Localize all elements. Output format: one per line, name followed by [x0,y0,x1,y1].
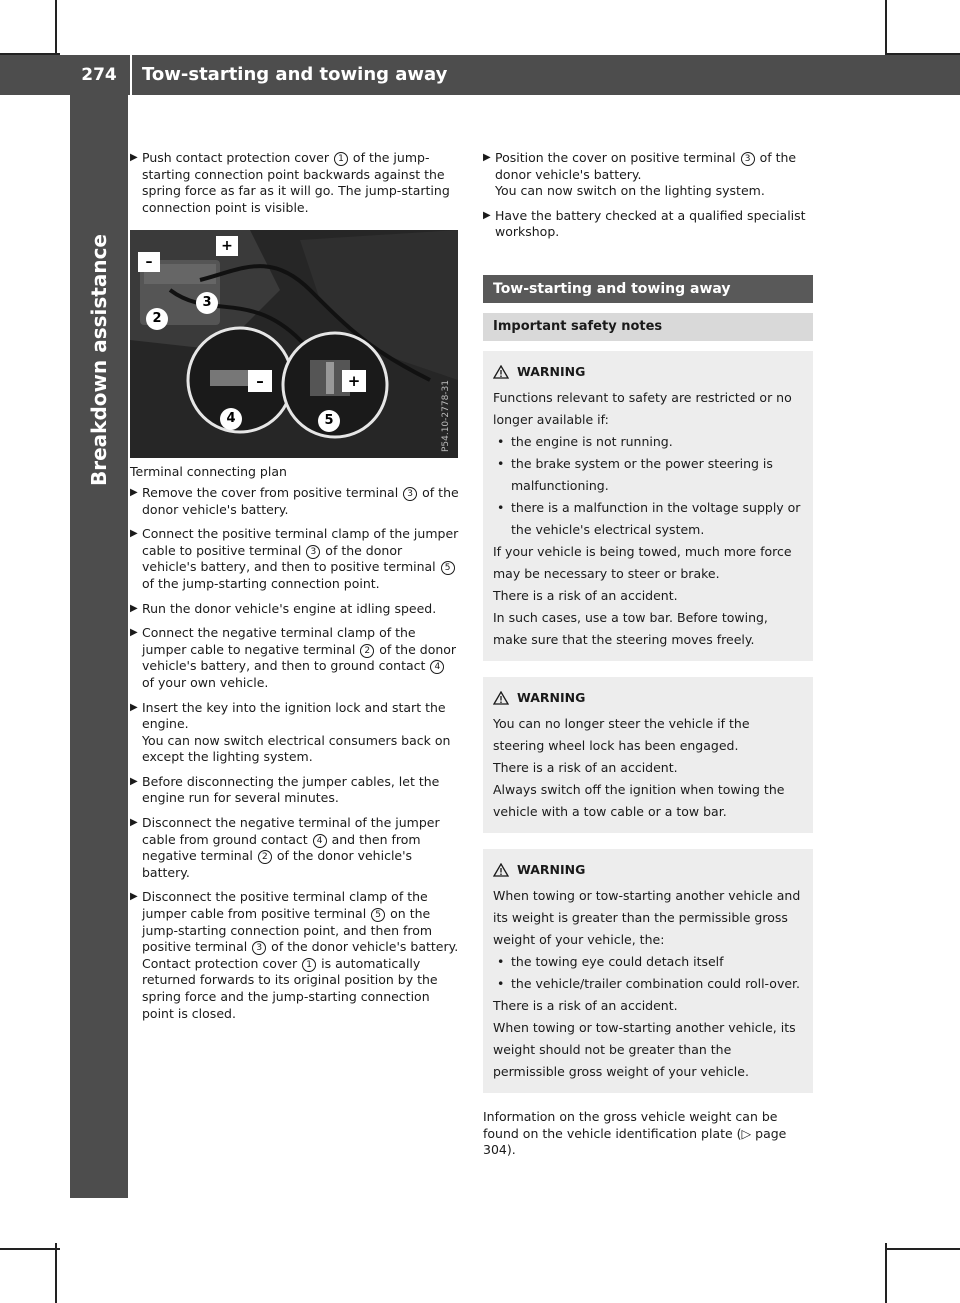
step-text: Run the donor vehicle's engine at idling speed. [142,600,437,616]
instruction-step [130,601,460,618]
figure-callout-4: 4 [220,408,242,430]
step-text: Push contact protection cover 1 of the jump-starting connection point backwards against the spring force as far as it will go. The jump-starting connection point is visible. [142,150,450,215]
step-arrow-icon: ▶ [130,602,138,614]
step-text: Remove the cover from positive terminal 3 of the donor vehicle's battery. [142,484,459,517]
step-arrow-icon: ▶ [483,209,491,221]
crop-mark [55,0,57,60]
left-column [130,150,460,1030]
figure-label-minus-ground: – [248,370,272,392]
figure-callout-5: 5 [318,410,340,432]
step-arrow-icon: ▶ [130,152,138,163]
warning-bullets [493,951,801,995]
warning-text: There is a risk of an accident. [493,759,678,775]
warning-text: Always switch off the ignition when towing the vehicle with a tow cable or a tow bar. [493,781,785,819]
step-arrow-icon: ▶ [130,891,138,903]
step-text: Disconnect the positive terminal clamp of the jumper cable from positive terminal 5 on the jump-starting connection point, and then from positive terminal 3 of the donor vehicle's battery. Contact protection cover 1 is automatically returned forwards to its original position by the spring force and the jump-starting connection point is closed. [142,889,459,1021]
instruction-step [483,208,813,241]
figure-caption: Terminal connecting plan [130,464,287,480]
instruction-step [130,150,460,216]
subsection-heading: Important safety notes [483,313,813,341]
warning-box [483,849,813,1093]
reference-number: 3 [403,487,417,501]
figure-label-plus-battery: + [216,236,238,256]
figure-label-plus-jumpstart: + [342,370,366,392]
step-arrow-icon: ▶ [130,528,138,540]
warning-bullet: • the brake system or the power steering is malfunctioning. [507,453,801,497]
terminal-connection-figure [130,230,458,458]
step-text: Have the battery checked at a qualified specialist workshop. [495,207,806,240]
reference-number: 5 [441,561,455,575]
figure-label-minus-battery: – [138,252,160,272]
warning-text: When towing or tow-starting another vehicle and its weight is greater than the permissible gross weight of your vehicle, the: [493,887,801,947]
instruction-step [130,485,460,518]
reference-number: 2 [360,644,374,658]
warning-title: WARNING [517,861,586,877]
warning-text: You can no longer steer the vehicle if the steering wheel lock has been engaged. [493,715,750,753]
warning-text: There is a risk of an accident. [493,587,678,603]
warning-bullet: • the engine is not running. [507,431,801,453]
reference-number: 3 [306,545,320,559]
figure-code: P54.10-2778-31 [441,380,452,453]
warning-title: WARNING [517,363,586,379]
step-arrow-icon: ▶ [130,627,138,639]
warning-triangle-icon [493,365,509,379]
warning-bullet: • there is a malfunction in the voltage supply or the vehicle's electrical system. [507,497,801,541]
step-text: Insert the key into the ignition lock and start the engine. You can now switch electrical consumers back on except the lighting system. [142,699,451,765]
step-text: Position the cover on positive terminal 3 of the donor vehicle's battery. You can now switch on the lighting system. [495,150,797,199]
instruction-step [130,625,460,691]
reference-number: 4 [313,834,327,848]
step-arrow-icon: ▶ [130,486,138,498]
reference-number: 3 [741,152,755,166]
figure-callout-2: 2 [146,308,168,330]
instruction-step [130,815,460,881]
instruction-step [130,700,460,766]
header-title: Tow-starting and towing away [142,64,448,85]
step-text: Connect the negative terminal clamp of the jumper cable to negative terminal 2 of the donor vehicle's battery, and then to ground contact 4 of your own vehicle. [142,625,457,690]
instruction-step [130,526,460,592]
warning-bullets [493,431,801,541]
warning-bullet: • the towing eye could detach itself [507,951,801,973]
instruction-step [130,774,460,807]
reference-number: 4 [430,660,444,674]
connection-steps [130,485,460,1022]
figure-callout-3: 3 [196,292,218,314]
step-arrow-icon: ▶ [130,701,138,713]
right-column [483,150,813,1159]
warning-bullet: • the vehicle/trailer combination could roll-over. [507,973,801,995]
instruction-step [483,150,813,200]
reference-number: 2 [258,850,272,864]
page-number: 274 [81,65,117,85]
info-paragraph: Information on the gross vehicle weight can be found on the vehicle identification plate (▷ page 304). [483,1108,787,1158]
warning-text: When towing or tow-starting another vehicle, its weight should not be greater than the permissible gross weight of your vehicle. [493,1019,796,1079]
crop-mark [55,1243,57,1303]
step-arrow-icon: ▶ [130,817,138,829]
step-arrow-icon: ▶ [483,152,491,163]
step-text: Connect the positive terminal clamp of the jumper cable to positive terminal 3 of the donor vehicle's battery, and then to positive terminal 5 of the jump-starting connection point. [142,526,459,591]
warning-text: Functions relevant to safety are restricted or no longer available if: [493,389,792,427]
crop-mark [885,0,887,60]
step-text: Before disconnecting the jumper cables, let the engine run for several minutes. [142,773,440,806]
crop-mark [0,1248,60,1250]
reference-number: 3 [252,941,266,955]
warning-triangle-icon [493,863,509,877]
instruction-step [130,889,460,1022]
warning-title: WARNING [517,689,586,705]
engine-bay-illustration [130,230,458,458]
warning-box [483,677,813,833]
step-text: Disconnect the negative terminal of the jumper cable from ground contact 4 and then from negative terminal 2 of the donor vehicle's battery. [142,815,440,880]
warning-triangle-icon [493,691,509,705]
crop-mark [885,1243,887,1303]
warning-text: There is a risk of an accident. [493,997,678,1013]
reference-number: 5 [371,908,385,922]
warning-box [483,351,813,661]
warning-text: If your vehicle is being towed, much more force may be necessary to steer or brake. [493,543,792,581]
section-heading: Tow-starting and towing away [483,275,813,303]
crop-mark [885,1248,960,1250]
header-separator [130,55,132,95]
reference-number: 1 [302,958,316,972]
warning-text: In such cases, use a tow bar. Before towing, make sure that the steering moves freely. [493,609,768,647]
reference-number: 1 [334,152,348,166]
step-arrow-icon: ▶ [130,775,138,787]
side-tab-label: Breakdown assistance [87,234,111,486]
